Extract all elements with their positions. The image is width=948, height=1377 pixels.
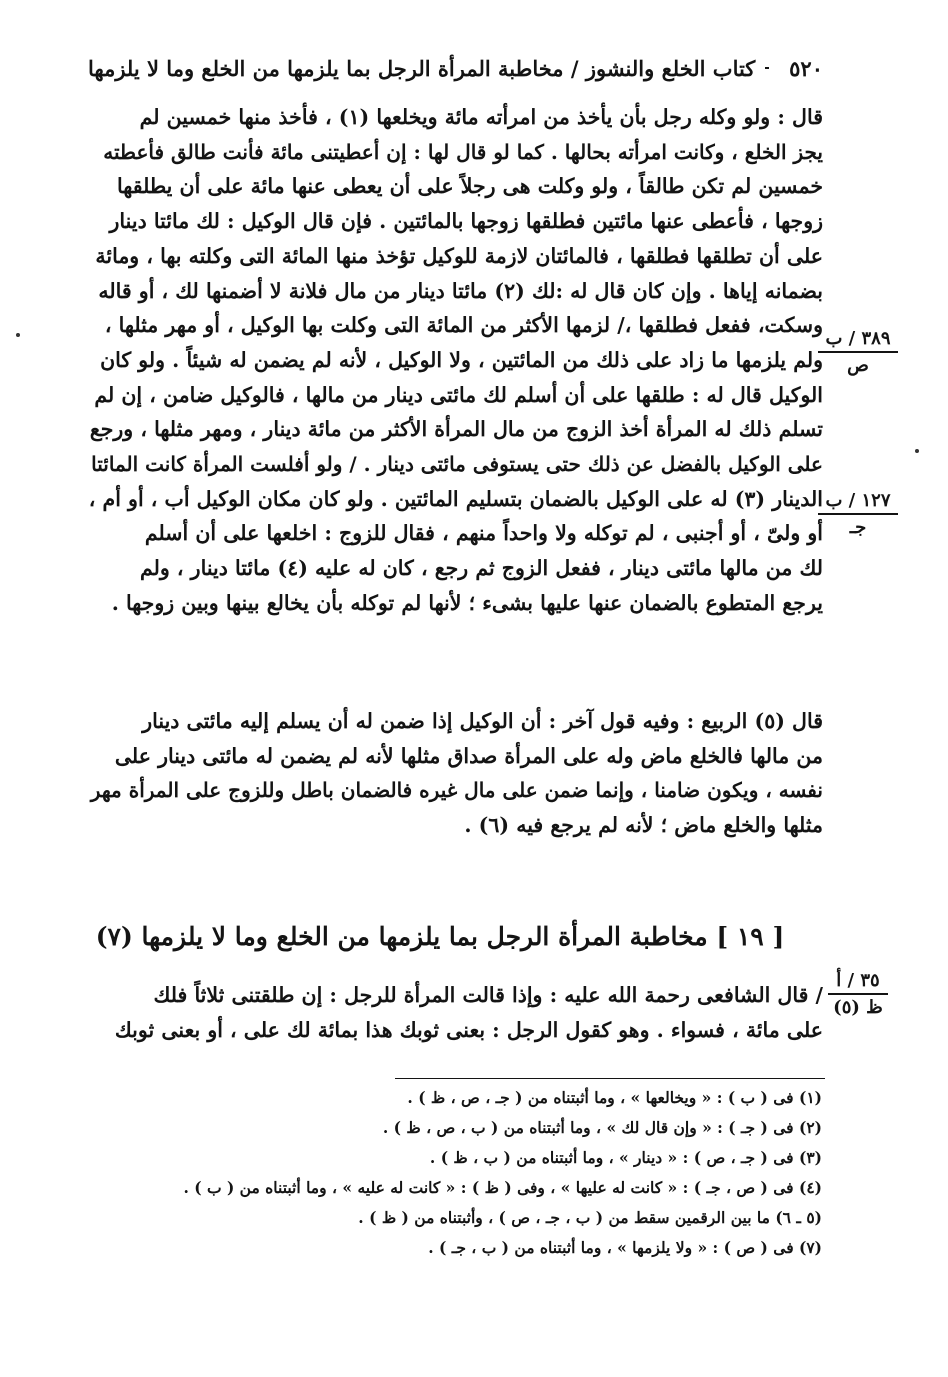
folio-ref: ٣٥ / أ (828, 970, 888, 995)
section-heading: [ ١٩ ] مخاطبة المرأة الرجل بما يلزمها من الخلع وما لا يلزمها (٧) (95, 922, 785, 951)
manuscript-siglum: ص (847, 355, 869, 376)
text-line: أو ولىّ ، أو أجنبى ، لم توكله ولا واحداً منهم ، فقال للزوج : اخلعها على أن أسلم (144, 521, 823, 546)
footnote: (٢) فى ( جـ ) : « وإن قال لك » ، وما أثبتناه من ( ب ، ص ، ظ ) . (382, 1118, 822, 1137)
header-title: كتاب الخلع والنشوز / مخاطبة المرأة الرجل بما يلزمها من الخلع وما لا يلزمها (88, 55, 756, 81)
margin-folio-note (818, 490, 898, 538)
text-line: الدينار (٣) له على الوكيل بالضمان بتسليم المائتين . ولو كان مكان الوكيل أب ، أو أم ، (88, 486, 823, 511)
footnotes (110, 1083, 822, 1263)
text-line: مثلها والخلع ماض ؛ لأنه لم يرجع فيه (٦) . (464, 813, 823, 838)
rabi-paragraph (88, 704, 823, 843)
margin-folio-note (828, 970, 888, 1018)
text-line: / قال الشافعى رحمة الله عليه : وإذا قالت المرأة للرجل : إن طلقتنى ثلاثاً فلك (153, 983, 823, 1007)
text-line: على مائة ، فسواء . وهو كقول الرجل : بعنى ثوبك هذا بمائة لك على ، أو بعنى ثوبك (114, 1017, 823, 1042)
footnote: (١) فى ( ب ) : « ويخالعها » ، وما أثبتناه من ( جـ ، ص ، ظ ) . (407, 1088, 822, 1107)
text-line: الوكيل قال له : طلقها على أن أسلم لك مائتى دينار من مالها ، فالوكيل ضامن ، إن لم (94, 382, 823, 407)
manuscript-siglum: ظ (٥) (833, 997, 883, 1018)
text-line: يجز الخلع ، وكانت امرأته بحالها . كما لو قال لها : إن أعطيتنى مائة فأنت طالق فأعطته (103, 139, 823, 164)
page-number: ٥٢٠ (789, 55, 823, 81)
text-line: بضمانه إياها . وإن كان قال له :لك (٢) مائتا دينار من مال فلانة لا أضمنها لك ، أو قاله (98, 278, 823, 303)
footnote: (٧) فى ( ص ) : « ولا يلزمها » ، وما أثبتناه من ( ب ، جـ ) . (428, 1238, 822, 1257)
text-line: تسلم ذلك له المرأة أخذ الزوج من مال المرأة الأكثر من مائة دينار ، ومهر مثلها ، ورجع (89, 417, 823, 442)
text-line: يرجع المتطوع بالضمان عنها عليها بشىء ؛ لأنها لم توكله بأن يخالع بينها وبين زوجها . (111, 590, 823, 615)
footnote: (٤) فى ( ص ، جـ ) : « كانت له عليها » ، وفى ( ظ ) : « كانت له عليه » ، وما أثبتناه من ( ب ) . (183, 1178, 822, 1197)
text-line: زوجها ، فأعطى عنها مائتين فطلقها زوجها بالمائتين . فإن قال الوكيل : لك مائتا دينار (109, 209, 823, 234)
main-paragraph (88, 100, 823, 621)
text-line: على أن تطلقها فطلقها ، فالمائتان لازمة للوكيل تؤخذ منها المائة التى وكلته بها ، ومائة (95, 243, 823, 268)
text-line: وسكت، ففعل فطلقها ،/ لزمها الأكثر من المائة التى وكلت بها الوكيل ، أو مهر مثلها ، (104, 313, 823, 338)
section-paragraph (88, 978, 823, 1047)
scan-speck (915, 449, 919, 453)
text-line: من مالها فالخلع ماض وله على المرأة صداق مثلها لأنه لم يضمن له مائتى دينار على (114, 743, 823, 768)
running-header (88, 50, 823, 86)
text-line: قال : ولو وكله رجل بأن يأخذ من امرأته مائة ويخلعها (١) ، فأخذ منها خمسين لم (139, 105, 823, 129)
header-dash (765, 67, 769, 69)
folio-ref: ١٢٧ / ب (818, 490, 898, 515)
manuscript-siglum: جـ (849, 517, 867, 538)
text-line: قال (٥) الربيع : وفيه قول آخر : أن الوكيل إذا ضمن له أن يسلم إليه مائتى دينار (142, 709, 823, 733)
text-line: خمسين لم تكن طالقاً ، ولو وكلت هى رجلاً على أن يعطى عنها مائة على أن يطلقها (117, 174, 823, 199)
text-line: لك من مالها مائتى دينار ، ففعل الزوج ثم رجع ، كان له عليه (٤) مائتا دينار ، ولم (140, 556, 823, 581)
text-line: ولم يلزمها ما زاد على ذلك من المائتين ، ولا الوكيل ، لأنه لم يضمن له شيئاً . ولو كان (100, 347, 823, 372)
text-line: نفسه ، ويكون ضامنا ، وإنما ضمن على مال غيره فالضمان باطل وللزوج على المرأة مهر (90, 778, 823, 803)
margin-folio-note (818, 328, 898, 376)
footnote-divider (395, 1078, 825, 1079)
scan-speck (16, 333, 20, 337)
footnote: (٣) فى ( جـ ، ص ) : « دينار » ، وما أثبتناه من ( ب ، ظ ) . (429, 1148, 822, 1167)
text-line: على الوكيل بالفضل عن ذلك حتى يستوفى مائتى دينار . / ولو أفلست المرأة كانت المائتا (91, 452, 823, 477)
footnote: (٥ ـ ٦) ما بين الرقمين سقط من ( ب ، جـ ، ص ) ، وأثبتناه من ( ظ ) . (358, 1208, 822, 1227)
folio-ref: ٣٨٩ / ب (818, 328, 898, 353)
